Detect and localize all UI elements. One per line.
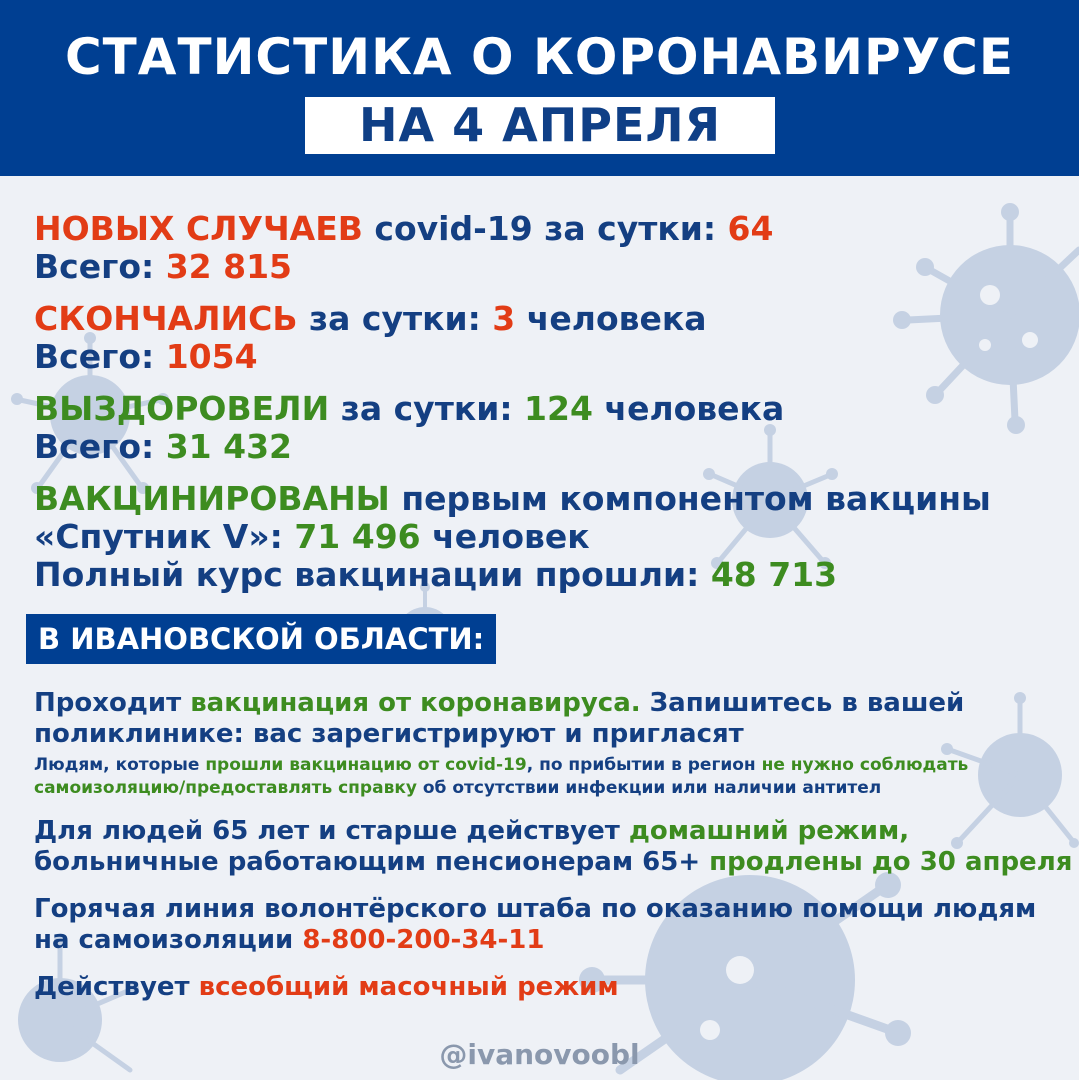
died-total-label: Всего: xyxy=(34,337,166,376)
footer-handle: @ivanovoobl xyxy=(439,1038,640,1071)
hotline-line-2 xyxy=(34,925,1064,956)
vaccination-line-1 xyxy=(34,688,1064,719)
vaccination-text-b: вакцинация от коронавируса. xyxy=(190,688,641,718)
vaccinated-line-2 xyxy=(34,518,1064,556)
header-banner xyxy=(0,0,1079,176)
hotline-line-1 xyxy=(34,894,1064,925)
recovered-line xyxy=(34,390,1064,428)
new-cases-label: НОВЫХ СЛУЧАЕВ xyxy=(34,209,363,248)
new-cases-total: 32 815 xyxy=(165,247,292,286)
hotline-phone: 8-800-200-34-11 xyxy=(302,925,545,955)
vaccinated-value: 71 496 xyxy=(294,517,421,556)
recovered-total-label: Всего: xyxy=(34,427,166,466)
region-info-block xyxy=(34,688,1073,1003)
recovered-unit: человека xyxy=(592,389,785,428)
died-text: за сутки: xyxy=(297,299,493,338)
hotline-text-b: на самоизоляции xyxy=(34,925,303,955)
new-cases-value: 64 xyxy=(727,209,774,248)
arrival-text-a: Людям, которые xyxy=(34,755,206,775)
vaccination-text-c: Запишитесь в вашей xyxy=(640,688,965,718)
home-regime-text-b: домашний режим, xyxy=(628,816,910,846)
vaccinated-text: первым компонентом вакцины xyxy=(389,479,991,518)
home-regime-text-d: продлены до 30 апреля xyxy=(709,847,1073,877)
vaccinated-unit: человек xyxy=(420,517,590,556)
new-cases-total-line xyxy=(34,248,1064,286)
vaccination-text-d: поликлинике: вас зарегистрируют и пригласят xyxy=(34,719,744,749)
new-cases-total-label: Всего: xyxy=(34,247,166,286)
stats-block xyxy=(34,210,1064,594)
mask-regime-line xyxy=(34,972,1064,1003)
died-unit: человека xyxy=(515,299,707,338)
recovered-value: 124 xyxy=(524,389,593,428)
full-course-line xyxy=(34,556,1064,594)
recovered-label: ВЫЗДОРОВЕЛИ xyxy=(34,389,330,428)
arrival-text-c: , по прибытии в регион xyxy=(526,755,762,775)
region-section-label: В ИВАНОВСКОЙ ОБЛАСТИ: xyxy=(26,614,496,664)
full-course-label: Полный курс вакцинации прошли: xyxy=(34,555,711,594)
home-regime-text-a: Для людей 65 лет и старше действует xyxy=(34,816,629,846)
arrival-note-line-1 xyxy=(34,754,1064,777)
died-total-line xyxy=(34,338,1064,376)
vaccinated-prefix: «Спутник V»: xyxy=(34,517,295,556)
new-cases-text: covid-19 за сутки: xyxy=(362,209,728,248)
vaccination-text-a: Проходит xyxy=(34,688,191,718)
vaccination-line-2 xyxy=(34,719,1064,750)
vaccinated-label: ВАКЦИНИРОВАНЫ xyxy=(34,479,390,518)
died-line xyxy=(34,300,1064,338)
arrival-note-line-2 xyxy=(34,777,1064,800)
died-label: СКОНЧАЛИСЬ xyxy=(34,299,298,338)
hotline-text-a: Горячая линия волонтёрского штаба по оказанию помощи людям xyxy=(34,894,1037,924)
home-regime-text-c: больничные работающим пенсионерам 65+ xyxy=(34,847,710,877)
arrival-text-f: об отсутствии инфекции или наличии антител xyxy=(416,778,882,798)
died-total: 1054 xyxy=(165,337,258,376)
vaccinated-line xyxy=(34,480,1064,518)
home-regime-line-1 xyxy=(34,816,1064,847)
mask-text-b: всеобщий масочный режим xyxy=(198,972,619,1002)
home-regime-line-2 xyxy=(34,847,1073,878)
died-value: 3 xyxy=(492,299,516,338)
recovered-text: за сутки: xyxy=(329,389,525,428)
recovered-total-line xyxy=(34,428,1064,466)
arrival-text-e: самоизоляцию/предоставлять справку xyxy=(34,778,417,798)
full-course-value: 48 713 xyxy=(710,555,838,594)
date-label: НА 4 АПРЕЛЯ xyxy=(305,97,775,154)
arrival-text-b: прошли вакцинацию от covid-19 xyxy=(205,755,527,775)
new-cases-line xyxy=(34,210,1064,248)
recovered-total: 31 432 xyxy=(165,427,292,466)
page-title: СТАТИСТИКА О КОРОНАВИРУСЕ xyxy=(64,28,1015,86)
mask-text-a: Действует xyxy=(34,972,199,1002)
arrival-text-d: не нужно соблюдать xyxy=(761,755,969,775)
